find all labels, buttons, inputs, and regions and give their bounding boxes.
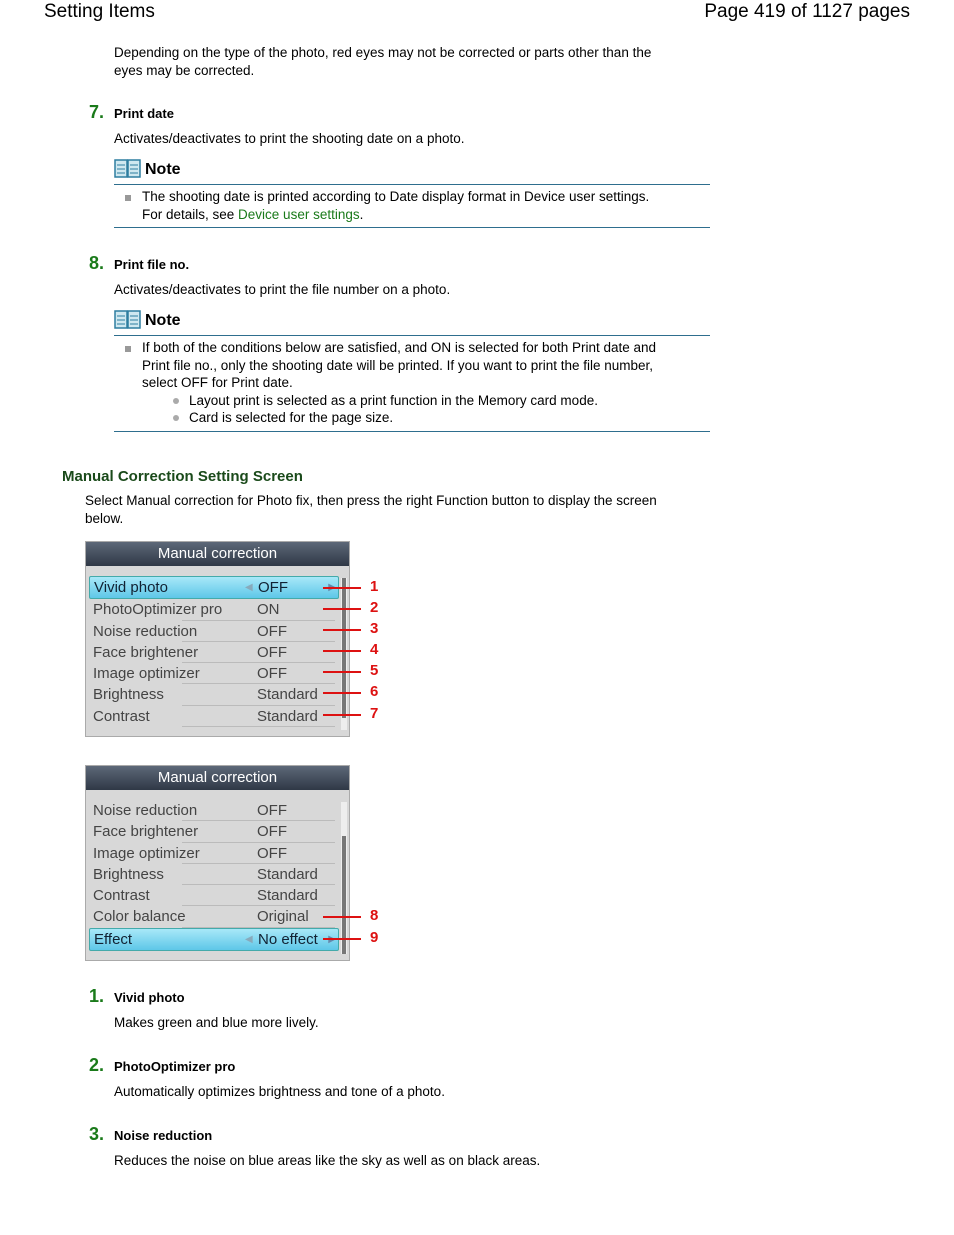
step-description: Activates/deactivates to print the shooting date on a photo.	[114, 131, 465, 146]
setting-row: Image optimizer OFF	[86, 843, 349, 864]
section-heading: Manual Correction Setting Screen	[62, 468, 303, 485]
section-text: Select Manual correction for Photo fix, then press the right Function button to display the screen below.	[85, 493, 657, 526]
callout-line	[323, 938, 361, 940]
setting-row: Brightness Standard	[86, 864, 349, 885]
setting-row: PhotoOptimizer pro ON	[86, 599, 349, 620]
step-title: Print file no.	[114, 257, 190, 272]
note-book-icon	[114, 158, 142, 180]
step-title: Print date	[114, 106, 174, 121]
setting-row: Brightness Standard	[86, 684, 349, 705]
bullet-dot	[173, 415, 179, 421]
setting-row: Noise reduction OFF	[86, 621, 349, 642]
setting-row: Contrast Standard	[86, 706, 349, 727]
setting-row: Noise reduction OFF	[86, 800, 349, 821]
step-description: Automatically optimizes brightness and tone of a photo.	[114, 1084, 445, 1099]
setting-row-selected: Vivid photo ◀ OFF	[89, 576, 339, 599]
bullet-square	[125, 346, 131, 352]
page-header-title: Setting Items	[44, 1, 155, 22]
note-book-icon	[114, 309, 142, 331]
step-number: 7.	[89, 102, 105, 122]
step-description: Reduces the noise on blue areas like the sky as well as on black areas.	[114, 1153, 541, 1168]
scrollbar	[341, 802, 347, 954]
step-title: Vivid photo	[114, 990, 185, 1005]
callout-number: 5	[370, 662, 379, 679]
note-box: Note If both of the conditions below are satisfied, and ON is selected for both Print date and Print file no., only the shooting date will be printed. If you want to print the file number, select OFF for Print date. Layout print is selected as a print function in the Memory card mode. Card is selected for the page size.	[114, 309, 710, 432]
note-box: Note The shooting date is printed according to Date display format in Device user settings. For details, see Device user settings.	[114, 158, 710, 228]
arrow-left-icon: ◀	[245, 582, 253, 593]
callout-number: 8	[370, 907, 379, 924]
scrollbar-thumb	[342, 836, 346, 954]
callout-line	[323, 671, 361, 673]
arrow-left-icon: ◀	[245, 933, 253, 945]
callout-number: 6	[370, 683, 379, 700]
setting-row: Color balance Original	[86, 906, 349, 927]
callout-line	[323, 608, 361, 610]
callout-line	[323, 587, 361, 589]
note-label: Note	[145, 161, 181, 178]
step-description: Makes green and blue more lively.	[114, 1015, 319, 1030]
bullet-dot	[173, 398, 179, 404]
callout-line	[323, 650, 361, 652]
callout-line	[323, 714, 361, 716]
scrollbar-thumb	[342, 578, 346, 718]
screen-title: Manual correction	[86, 542, 349, 566]
manual-correction-screen-1	[85, 541, 350, 737]
manual-correction-screen-2	[85, 765, 350, 961]
step-number: 3.	[89, 1124, 105, 1144]
bullet-square	[125, 195, 131, 201]
callout-number: 4	[370, 641, 379, 658]
setting-row: Face brightener OFF	[86, 821, 349, 842]
step-title: PhotoOptimizer pro	[114, 1059, 236, 1074]
callout-line	[323, 692, 361, 694]
callout-number: 1	[370, 578, 379, 595]
callout-line	[323, 629, 361, 631]
scrollbar	[341, 578, 347, 730]
setting-row: Face brightener OFF	[86, 642, 349, 663]
device-user-settings-link[interactable]: Device user settings	[238, 206, 360, 222]
setting-row-selected: Effect ◀ No effect	[89, 928, 339, 951]
callout-number: 9	[370, 929, 379, 946]
callout-line	[323, 916, 361, 918]
screen-title: Manual correction	[86, 766, 349, 790]
step-number: 1.	[89, 986, 105, 1006]
step-number: 8.	[89, 253, 105, 273]
callout-number: 2	[370, 599, 379, 616]
callout-number: 7	[370, 705, 379, 722]
step-description: Activates/deactivates to print the file number on a photo.	[114, 282, 451, 297]
setting-row: Image optimizer OFF	[86, 663, 349, 684]
note-label: Note	[145, 312, 181, 329]
intro-text: Depending on the type of the photo, red eyes may not be corrected or parts other than the eyes may be corrected.	[114, 45, 652, 78]
step-title: Noise reduction	[114, 1128, 213, 1143]
step-number: 2.	[89, 1055, 105, 1075]
page-number: Page 419 of 1127 pages	[704, 1, 910, 22]
setting-row: Contrast Standard	[86, 885, 349, 906]
callout-number: 3	[370, 620, 379, 637]
